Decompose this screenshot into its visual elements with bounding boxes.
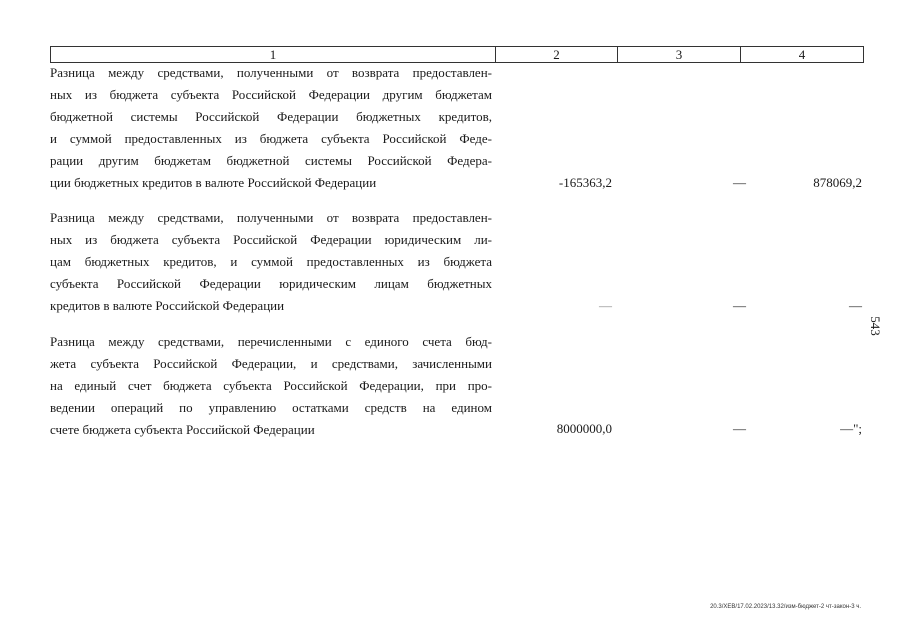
row-text-line: ции бюджетных кредитов в валюте Российской Федерации	[50, 175, 377, 190]
row-text-line: рации другим бюджетам бюджетной системы Российской Федера-	[50, 153, 492, 168]
row-text-line: бюджетной системы Российской Федерации бюджетных кредитов,	[50, 109, 492, 124]
row-1-col-3-value: —	[733, 175, 746, 190]
table-row-1-description	[50, 62, 492, 194]
footer-file-stamp: 20.3/ХЕВ/17.02.2023/13.32/изм-бюджет-2 чт-закон-3 ч.	[710, 604, 861, 610]
header-col-1: 1	[51, 47, 496, 62]
row-2-col-4-value: —	[849, 298, 862, 313]
row-2-col-3-value: —	[733, 298, 746, 313]
row-text-line: жета субъекта Российской Федерации, и средствами, зачисленными	[50, 356, 492, 371]
header-col-2: 2	[496, 47, 618, 62]
row-text-line: ных из бюджета субъекта Российской Федерации другим бюджетам	[50, 87, 492, 102]
table-row-2-description	[50, 207, 492, 317]
row-text-line: ведении операций по управлению остатками средств на едином	[50, 400, 492, 415]
row-text-line: и суммой предоставленных из бюджета субъекта Российской Феде-	[50, 131, 492, 146]
row-2-col-2-value: —	[599, 298, 612, 313]
row-text-line: счете бюджета субъекта Российской Федерации	[50, 422, 315, 437]
table-row-3-description	[50, 331, 492, 441]
row-text-line: цам бюджетных кредитов, и суммой предоставленных из бюджета	[50, 254, 492, 269]
header-col-3: 3	[618, 47, 741, 62]
row-3-col-2-value: 8000000,0	[556, 421, 612, 436]
page-number: 543	[867, 316, 883, 336]
row-text-line: Разница между средствами, полученными от возврата предоставлен-	[50, 210, 492, 225]
row-text-line: ных из бюджета субъекта Российской Федерации юридическим ли-	[50, 232, 492, 247]
row-3-col-3-value: —	[733, 421, 746, 436]
table-header-row	[50, 46, 864, 63]
row-3-col-4-value: —";	[840, 421, 862, 436]
header-col-4: 4	[798, 47, 806, 62]
row-text-line: на единый счет бюджета субъекта Российской Федерации, при про-	[50, 378, 492, 393]
row-text-line: Разница между средствами, полученными от возврата предоставлен-	[50, 65, 492, 80]
row-1-col-2-value: -165363,2	[558, 175, 612, 190]
row-text-line: Разница между средствами, перечисленными с единого счета бюд-	[50, 334, 492, 349]
row-text-line: кредитов в валюте Российской Федерации	[50, 298, 285, 313]
row-1-col-4-value: 878069,2	[813, 175, 862, 190]
row-text-line: субъекта Российской Федерации юридическим лицам бюджетных	[50, 276, 492, 291]
